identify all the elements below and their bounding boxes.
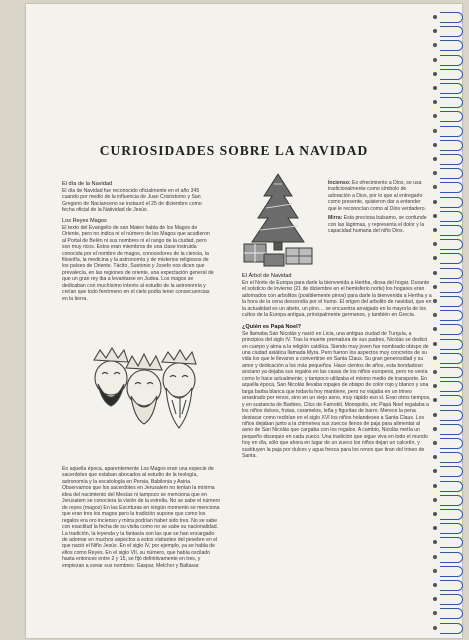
binding-ring <box>440 253 463 264</box>
binding-ring <box>440 12 463 23</box>
binding-hole <box>433 569 437 573</box>
binding-hole <box>433 200 437 204</box>
binding-ring <box>440 239 463 250</box>
left-column-top <box>62 181 214 305</box>
binding-ring <box>440 410 463 421</box>
binding-ring <box>440 381 463 392</box>
binding-ring <box>440 211 463 222</box>
page-title: CURIOSIDADES SOBRE LA NAVIDAD <box>99 143 369 158</box>
binding-ring <box>440 126 463 137</box>
binding-ring <box>440 537 463 548</box>
binding-ring <box>440 339 463 350</box>
section-body-arbol: En el Norte de Europa para darle la bienvenida a Hertha, diosa del hogar. Durante el solsticio de invierno (21 de diciembre en el hemisferio norte) los hogares eran adornados con arbolitos (posiblemente pinos) para darle la bienvenida a Hertha y a la hora de la cena descendía por el humo. El origen del arbolito de navidad, que en la actualidad es un abeto, un pino… se encuentra arraigado en la mayoría de los cultos de la Europa antigua, principalmente germanos, y también en Grecia. <box>242 279 432 319</box>
binding-ring <box>440 154 463 165</box>
binding-ring <box>440 97 463 108</box>
binding-hole <box>433 271 437 275</box>
binding-ring <box>440 509 463 520</box>
binding-ring <box>440 324 463 335</box>
binding-ring <box>440 438 463 449</box>
binding-hole <box>433 555 437 559</box>
incienso-text: Es ofrecimiento a Dios, se usa tradicionalmente como símbolo de adoración a Dios, por lo que al entregarlo como presente, quisieron dar a entender que le reconocían como al Dios verdadero. <box>328 180 427 212</box>
binding-ring <box>440 424 463 435</box>
section-heading-navidad: El día de la Navidad <box>62 181 113 187</box>
binding-hole <box>433 15 437 19</box>
binding-ring <box>440 523 463 534</box>
binding-hole <box>433 299 437 303</box>
binding-ring <box>440 168 463 179</box>
binding-hole <box>433 285 437 289</box>
binding-ring <box>440 566 463 577</box>
binding-ring <box>440 69 463 80</box>
right-column-top <box>328 180 430 238</box>
binding-hole <box>433 484 437 488</box>
binding-ring <box>440 40 463 51</box>
binding-hole <box>433 441 437 445</box>
binding-ring <box>440 452 463 463</box>
binding-ring <box>440 182 463 193</box>
binding-hole <box>433 143 437 147</box>
binding-hole <box>433 626 437 630</box>
mirra-paragraph <box>328 215 430 234</box>
incienso-label: Incienso: <box>328 180 351 186</box>
binding-ring <box>440 367 463 378</box>
binding-ring <box>440 310 463 321</box>
binding-hole <box>433 72 437 76</box>
binding-ring <box>440 395 463 406</box>
binding-hole <box>433 498 437 502</box>
binding-ring <box>440 111 463 122</box>
left-column-bottom <box>62 466 220 572</box>
binding-ring <box>440 580 463 591</box>
binding-hole <box>433 370 437 374</box>
binding-ring <box>440 623 463 634</box>
section-body-papa-noel: Se llamaba San Nicolás y nació en Licia, una antigua ciudad de Turquía, a principios del siglo IV. Tras la muerte prematura de sus padres, Nicolás se dedicó en cuerpo y alma a la religión católica. Siendo muy joven fue nombrado obispo de una ciudad asiática llamada Myra. Pero fueron los aspectos muy concretos de su vida los que le llevaron a convertirse en Santa Claus. Su gran generosidad y su amor y dedicación a los más pequeños. Hace cientos de años, esta bondadoso anciano ya dejaba sus regalos en las casas de los niños europeos, pero no venía como lo hace actualmente, y tampoco utilizaba el mismo medio de transporte. En aquella época, San Nicolás llevaba ropajes de obispo de color rojo y blanco y una larga barba blanca que todavía hoy mantiene, pero no viajaba en un trineo arrastrado por renos, sino en un viejo asno, muy rápido eso sí. Eran otros tiempos, y en sustancia de Barbies, Clics de Famobil, Monopolis, etc Papá Noel regalaba a los niños dulces, frutas, caramelos, leña y figuritas de barro. Merece la pena destacar como recibían en el siglo XVI los niños holandeses a Santa Claus. Los niños dejaban junto a la chimenea sus zuecos llenos de paja para alimentar al asno de San Nicolás que cargaba con los regalos. A cambio, Nicolás metía un pequeño obsequio en cada zueco. Una tradición que sigue viva en todo el mundo hoy en día, sólo que ahora en lugar de un zueco los niños dejan un calcetín, y sustituyen la paja por dulces y agua fresca para los renos que tiran del trineo de Santa. <box>242 330 431 460</box>
binding-hole <box>433 427 437 431</box>
section-heading-reyes: Los Reyes Magos <box>62 217 107 224</box>
spiral-binding <box>439 0 463 640</box>
binding-hole <box>433 342 437 346</box>
binding-hole <box>433 58 437 62</box>
binding-hole <box>433 413 437 417</box>
binding-hole <box>433 157 437 161</box>
section-heading-papa-noel: ¿Quién es Papá Noel? <box>242 323 302 330</box>
binding-hole <box>433 356 437 360</box>
binding-ring <box>440 140 463 151</box>
christmas-tree-illustration <box>238 170 320 270</box>
mirra-text: Esta preciosa balsamo, se confunde con las lágrimas, y representa el dolor y la capacidad humana del niño Dios. <box>328 215 427 235</box>
right-column-main <box>242 273 432 463</box>
section-body-reyes: El texto del Evangelio de san Mateo habla de los Magos de Oriente, pero no indica ni el número de los Magos que acudieron al Portal de Belén ni sus nombres ni el rango de la ciudad, pero son muy ricos. Estos eran miembros de una clase instruida conocida por el nombre de magos, conocedores de la ciencia, la filosofía, la medicina y la astronomía y de misterios religiosos de los países de Oriente. Tácito, Suetonio y Josefo nos dicen que prevalecía, en las regiones de oriente, una expectación general de que un gran rey iba a levantarse en Judea. Los magos se dedicaban con muchísimo interés al estudio de la astronomía y creían que todo fenómeno en el cielo podía tener consecuencias en la tierra. <box>62 224 214 302</box>
binding-ring <box>440 282 463 293</box>
binding-ring <box>440 608 463 619</box>
section-body-magos: En aquella época, aparentemente Los Magos eran una especie de sacerdotes que estaban abocados al estudio de la teología, astronomía y la escatología en Persia, Babilonia y Asiria. Observamos que los sacerdotes en Jerusalem no tenían la mínima idea del nacimiento del Mesías ni tampoco se menciona que en Jerusalem se conociera la visión de la estrella. No se sabe el número de reyes (magos) En las Escrituras en ningún momento se menciona que eran tres los magos pero la tradición supone que como los regalos era oro incienso y mirra podrían haber sido tres. No se sabe con exactitud la fecha de su visita como no se sabe su nacionalidad. La tradición, la leyenda y la fantasía son las que se han encargado de adornar en muchos aspectos a estos visitantes del pesebre en el que nació el Niño Jesús. En el siglo IV, por ejemplo, ya se habla de ellos como Reyes. En el siglo VII, su número, que había oscilado hasta entonces entre 2 y 15, se fijó definitivamente en tres, y empiezan a sonar sus nombres: Gaspar, Melchor y Baltasar. <box>62 466 221 569</box>
binding-ring <box>440 481 463 492</box>
binding-ring <box>440 225 463 236</box>
binding-ring <box>440 552 463 563</box>
incienso-paragraph <box>328 180 430 212</box>
binding-ring <box>440 594 463 605</box>
binding-hole <box>433 512 437 516</box>
binding-hole <box>433 214 437 218</box>
binding-hole <box>433 583 437 587</box>
binding-ring <box>440 26 463 37</box>
binding-ring <box>440 55 463 66</box>
section-body-navidad: El día de Navidad fue reconocido oficialmente en el año 345 cuando por medio de la influencia de Juan Crisóstomo y San Gregorio de Nacianceno se instauró el 25 de diciembre como fecha oficial de la Natividad de Jesús. <box>62 187 202 214</box>
binding-ring <box>440 353 463 364</box>
binding-hole <box>433 228 437 232</box>
section-heading-arbol: El Árbol de Navidad <box>242 273 292 279</box>
binding-ring <box>440 197 463 208</box>
binding-ring <box>440 495 463 506</box>
three-kings-illustration <box>80 346 208 446</box>
mirra-label: Mirra: <box>328 215 343 222</box>
binding-ring <box>440 83 463 94</box>
binding-ring <box>440 466 463 477</box>
binding-hole <box>433 129 437 133</box>
binding-ring <box>440 268 463 279</box>
binding-ring <box>440 296 463 307</box>
binding-hole <box>433 86 437 90</box>
